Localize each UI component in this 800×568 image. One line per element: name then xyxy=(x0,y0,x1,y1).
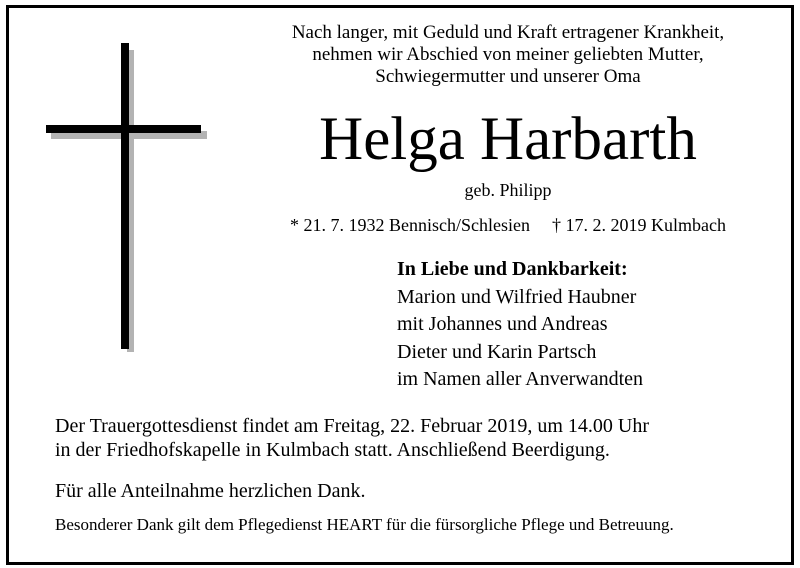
mourner-line: im Namen aller Anverwandten xyxy=(397,368,644,390)
special-thanks-text: Besonderer Dank gilt dem Pflegedienst HEART für die fürsorgliche Pflege und Betreuung. xyxy=(55,515,674,534)
mourners-block xyxy=(397,256,643,394)
intro-line-2: nehmen wir Abschied von meiner geliebten Mutter, xyxy=(312,44,704,65)
mourner-line: mit Johannes und Andreas xyxy=(397,313,608,335)
mourner-line: Marion und Wilfried Haubner xyxy=(397,285,637,308)
life-dates xyxy=(270,214,746,236)
intro-line-1: Nach langer, mit Geduld und Kraft ertragener Krankheit, xyxy=(291,22,725,43)
intro-text xyxy=(270,22,746,88)
deceased-name: Helga Harbarth xyxy=(319,106,697,173)
mourner-line: Dieter und Karin Partsch xyxy=(397,340,597,363)
service-info xyxy=(55,414,649,462)
maiden-name: geb. Philipp xyxy=(464,180,552,200)
service-line-2: in der Friedhofskapelle in Kulmbach statt. Anschließend Beerdigung. xyxy=(55,439,610,461)
birth-date: * 21. 7. 1932 Bennisch/Schlesien xyxy=(290,215,530,235)
mourners-heading: In Liebe und Dankbarkeit: xyxy=(397,258,628,280)
thanks-text: Für alle Anteilnahme herzlichen Dank. xyxy=(55,480,366,502)
death-date: † 17. 2. 2019 Kulmbach xyxy=(552,215,726,235)
service-line-1: Der Trauergottesdienst findet am Freitag, 22. Februar 2019, um 14.00 Uhr xyxy=(55,415,649,437)
intro-line-3: Schwiegermutter und unserer Oma xyxy=(375,66,641,87)
